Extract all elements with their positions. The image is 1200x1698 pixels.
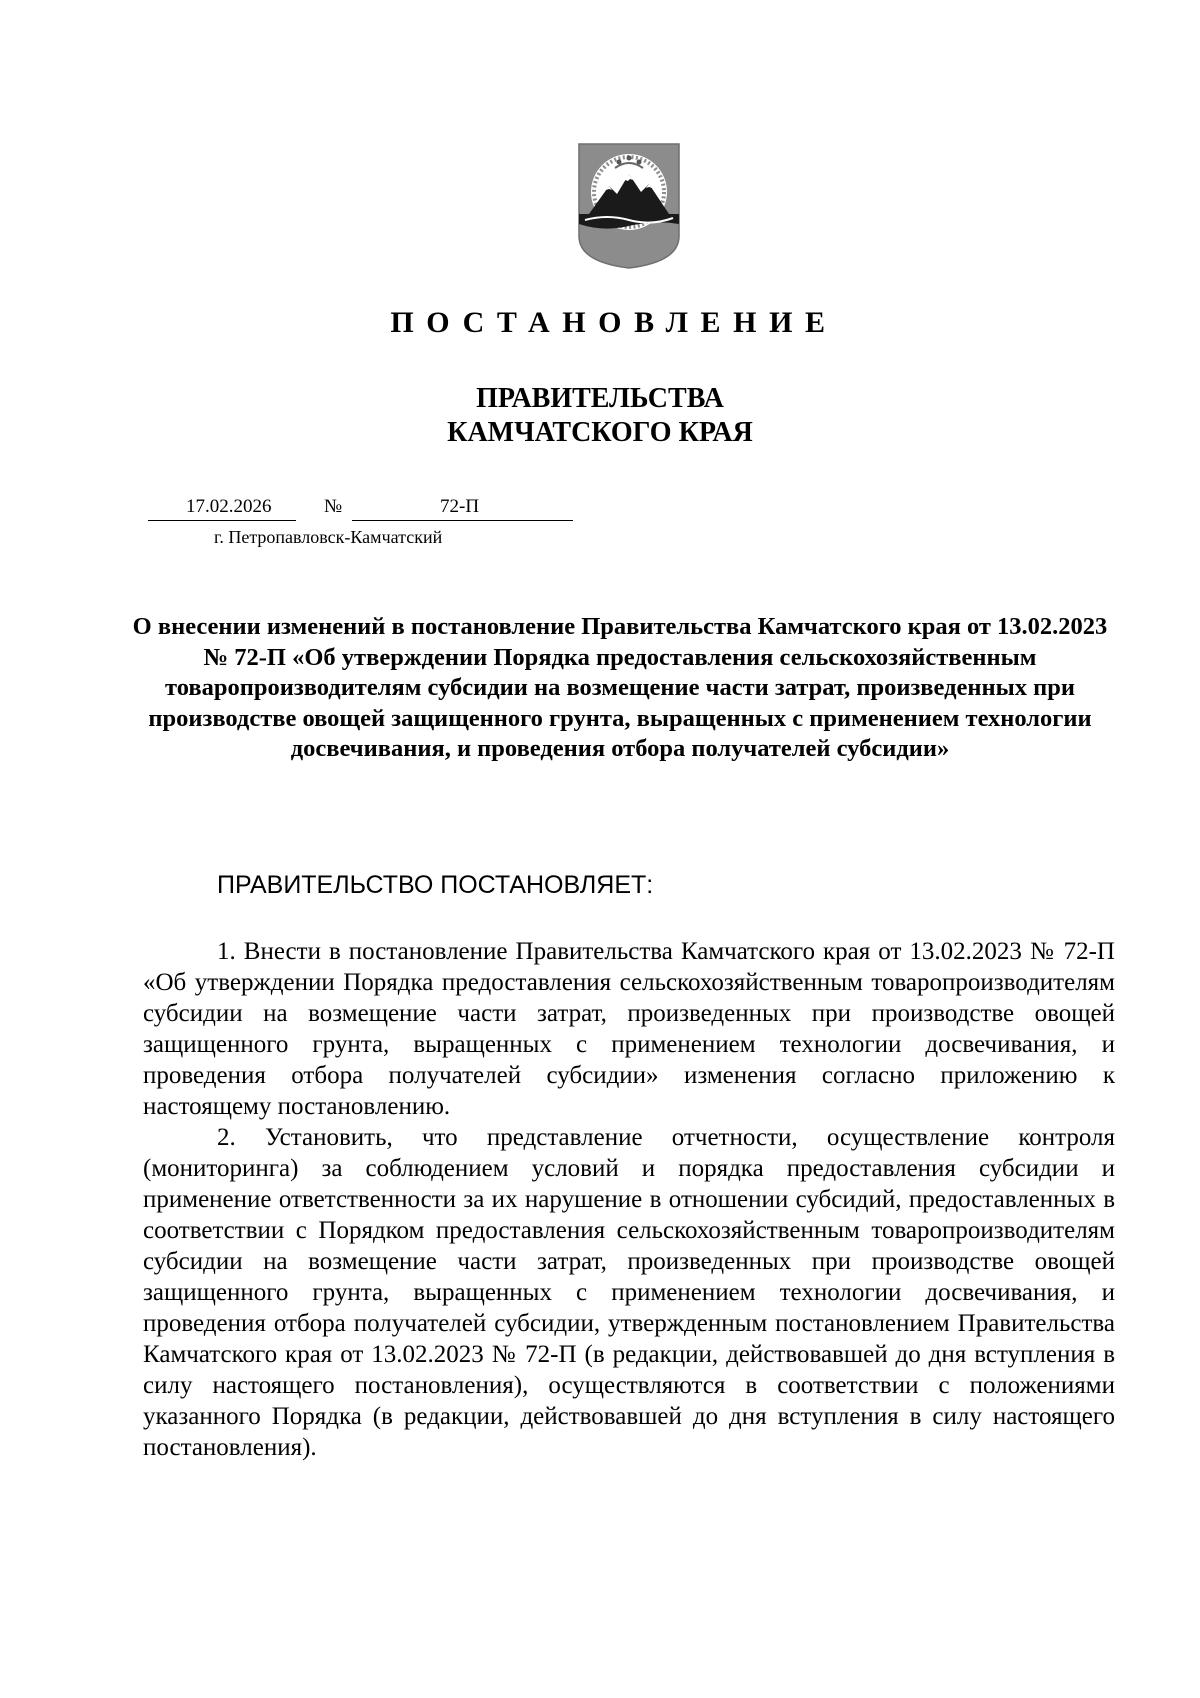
- document-city: г. Петропавловск-Камчатский: [214, 527, 443, 547]
- paragraph-2: 2. Установить, что представление отчетности, осуществление контроля (мониторинга) за соблюдением условий и порядка предоставления субсидии и применение ответственности за их нарушение в отношении субсидий, предоставленных в соответствии с Порядком предоставления сельскохозяйственным товаропроизводителям субсидии на возмещение части затрат, произведенных при производстве овощей защищенного грунта, выращенных с применением технологии досвечивания, и проведения отбора получателей субсидии, утвержденным постановлением Правительства Камчатского края от 13.02.2023 № 72-П (в редакции, действовавшей до дня вступления в силу настоящего постановления), осуществляются в соответствии с положениями указанного Порядка (в редакции, действовавшей до дня вступления в силу настоящего постановления).: [143, 1124, 1115, 1461]
- kamchatka-coat-of-arms-icon: [575, 140, 683, 270]
- document-date: 17.02.2026: [186, 496, 272, 517]
- decree-heading: ПРАВИТЕЛЬСТВО ПОСТАНОВЛЯЕТ:: [217, 871, 654, 899]
- document-number: 72-П: [440, 496, 480, 517]
- document-type-title: ПОСТАНОВЛЕНИЕ: [390, 306, 838, 339]
- number-sign: №: [324, 496, 343, 517]
- document-subject: О внесении изменений в постановление Правительства Камчатского края от 13.02.2023 № 72-П «Об утверждении Порядка предоставления сельскохозяйственным товаропроизводителям субсидии на возмещение части затрат, произведенных при производстве овощей защищенного грунта, выращенных с применением технологии досвечивания, и проведения отбора получателей субсидии»: [132, 613, 1108, 762]
- issuer-line-2: КАМЧАТСКОГО КРАЯ: [447, 417, 753, 448]
- registration-line: [148, 496, 573, 522]
- issuer-heading: [0, 382, 1200, 450]
- document-body: [143, 936, 1115, 1463]
- issuer-line-1: ПРАВИТЕЛЬСТВА: [476, 383, 724, 414]
- paragraph-1: 1. Внести в постановление Правительства Камчатского края от 13.02.2023 № 72-П «Об утверждении Порядка предоставления сельскохозяйственным товаропроизводителям субсидии на возмещение части затрат, произведенных при производстве овощей защищенного грунта, выращенных с применением технологии досвечивания, и проведения отбора получателей субсидии» изменения согласно приложению к настоящему постановлению.: [143, 938, 1115, 1120]
